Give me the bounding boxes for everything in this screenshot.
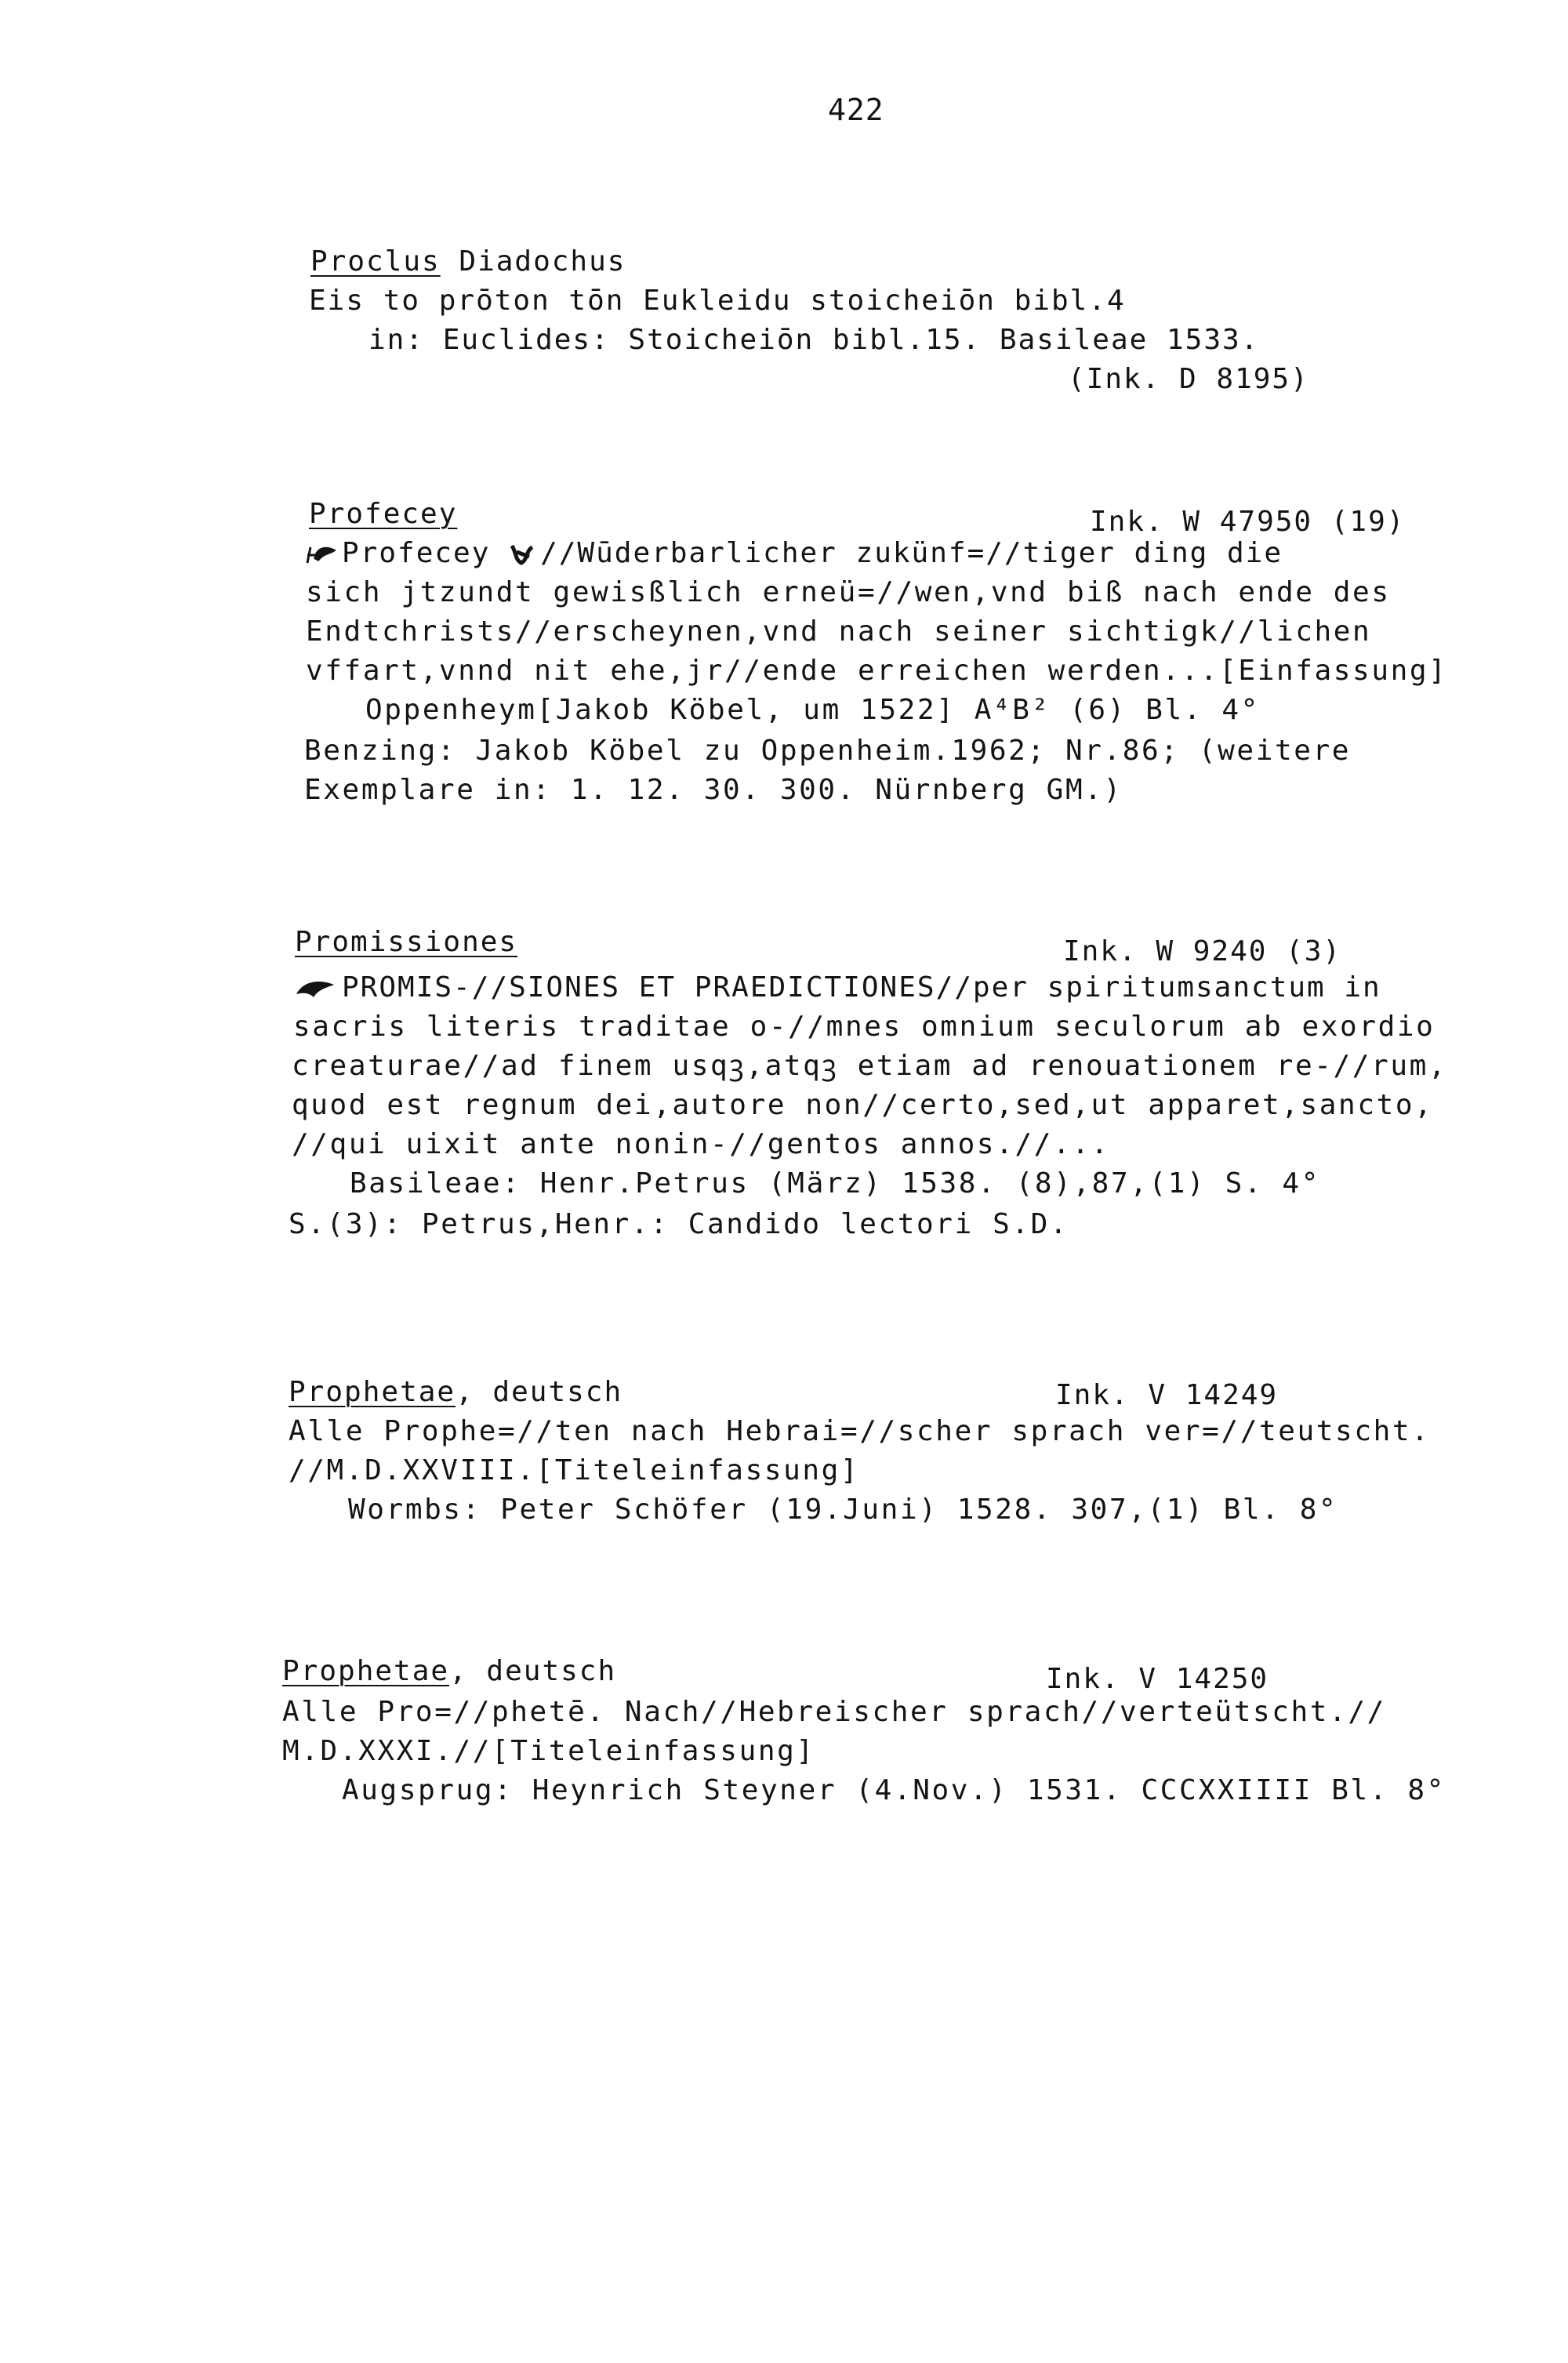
entry-line: sich jtzundt gewisßlich erneü=//wen,vnd biß nach ende des: [306, 576, 1391, 608]
entry-line: Augsprug: Heynrich Steyner (4.Nov.) 1531. CCCXXIIII Bl. 8°: [342, 1774, 1446, 1806]
entry-heading: Prophetae: [282, 1655, 450, 1687]
entry-line: Wormbs: Peter Schöfer (19.Juni) 1528. 307,(1) Bl. 8°: [348, 1494, 1338, 1526]
entry-line: creaturae//ad finem usqꝫ,atqꝫ etiam ad renouationem re-//rum,: [292, 1050, 1448, 1082]
shelfmark: Ink. V 14250: [1046, 1663, 1269, 1695]
shelfmark: Ink. W 47950 (19): [1090, 506, 1406, 538]
entry-title-line: [295, 971, 1381, 1005]
printers-mark-icon: [306, 543, 337, 566]
title-text: //Wūderbarlicher zukünf=//tiger ding die: [540, 537, 1283, 569]
entry-heading: Proclus: [310, 245, 441, 278]
title-word: Profecey: [342, 537, 491, 569]
printers-mark-icon: [295, 977, 337, 1000]
entry-heading: Prophetae: [289, 1376, 456, 1408]
entry-line: Eis to prōton tōn Eukleidu stoicheiōn bibl.4: [309, 285, 1126, 317]
entry-note: Benzing: Jakob Köbel zu Oppenheim.1962; Nr.86; (weitere: [304, 735, 1352, 767]
entry-line: Endtchrists//erscheynen,vnd nach seiner sichtigk//lichen: [306, 615, 1372, 648]
entry-line: Oppenheym[Jakob Köbel, um 1522] A⁴B² (6) Bl. 4°: [365, 694, 1260, 726]
entry-line: in: Euclides: Stoicheiōn bibl.15. Basileae 1533.: [368, 324, 1260, 356]
entry-heading-line: [295, 925, 517, 960]
entry-heading-line: [310, 245, 626, 279]
entry-line: M.D.XXXI.//[Titeleinfassung]: [282, 1735, 815, 1767]
page-number: 422: [828, 93, 884, 127]
entry-title-line: [306, 536, 1283, 571]
heading-suffix: , deutsch: [456, 1376, 623, 1408]
entry-line: sacris literis traditae o-//mnes omnium seculorum ab exordio: [293, 1011, 1436, 1043]
entry-line: Alle Pro=//phetē. Nach//Hebreischer sprach//verteütscht.//: [282, 1696, 1386, 1728]
shelfmark: Ink. W 9240 (3): [1063, 935, 1342, 967]
entry-heading-line: [309, 497, 457, 532]
entry-line: Basileae: Henr.Petrus (März) 1538. (8),87,(1) S. 4°: [350, 1167, 1320, 1200]
shelfmark: Ink. V 14249: [1055, 1379, 1279, 1411]
entry-heading-line: [282, 1654, 616, 1689]
entry-note: S.(3): Petrus,Henr.: Candido lectori S.D.: [289, 1208, 1069, 1240]
entry-line: quod est regnum dei,autore non//certo,sed,ut apparet,sancto,: [292, 1089, 1434, 1121]
entry-heading: Profecey: [309, 498, 458, 530]
abbreviation-mark-icon: [509, 543, 535, 566]
entry-note: Exemplare in: 1. 12. 30. 300. Nürnberg GM.): [304, 774, 1123, 806]
title-text: PROMIS-//SIONES ET PRAEDICTIONES//per spiritumsanctum in: [342, 971, 1381, 1004]
entry-heading: Promissiones: [295, 926, 518, 958]
entry-line: vffart,vnnd nit ehe,jr//ende erreichen werden...[Einfassung]: [306, 655, 1448, 687]
heading-suffix: Diadochus: [440, 245, 626, 278]
entry-line: //qui uixit ante nonin-//gentos annos.//...: [292, 1128, 1110, 1160]
heading-suffix: , deutsch: [449, 1655, 617, 1687]
entry-line: //M.D.XXVIII.[Titeleinfassung]: [289, 1454, 860, 1486]
entry-line: (Ink. D 8195): [1068, 363, 1309, 395]
entry-line: Alle Prophe=//ten nach Hebrai=//scher sprach ver=//teutscht.: [289, 1415, 1431, 1447]
entry-heading-line: [289, 1375, 622, 1410]
